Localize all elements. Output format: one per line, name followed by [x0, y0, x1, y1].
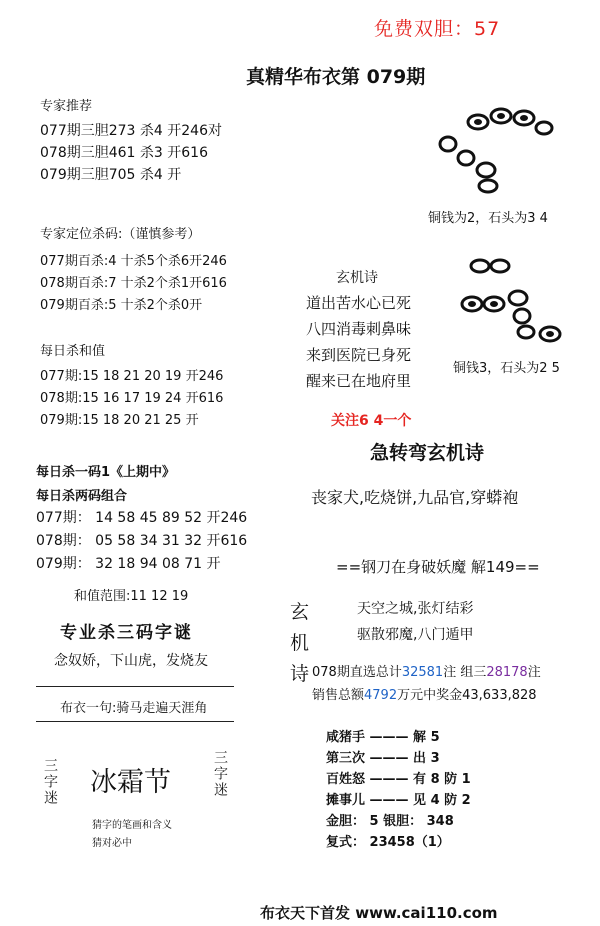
buyi-saying: 布衣一句:骑马走遍天涯角 — [60, 701, 208, 716]
sales-line1-suffix: 注 — [527, 665, 541, 680]
position-kill-title: 专家定位杀码:（谨慎参考） — [40, 227, 201, 242]
steel-knife-line: ==钢刀在身破妖魔 解149== — [336, 558, 540, 576]
daily-kill-title-2: 每日杀两码组合 — [36, 489, 128, 504]
sales-total-amount: 4792 — [364, 688, 398, 703]
mystic-poem-line-4: 醒来已在地府里 — [306, 372, 412, 390]
daily-kill-line-2: 078期： 05 58 34 31 32 开616 — [36, 533, 248, 549]
compound-line: 复式： 23458（1） — [326, 835, 450, 850]
daily-sum-line-2: 078期:15 16 17 19 24 开616 — [40, 391, 224, 406]
experts-title: 专家推荐 — [40, 99, 93, 114]
divider — [36, 686, 234, 687]
mystic-poem-title: 玄机诗 — [336, 270, 378, 286]
word-riddle-hint-2: 猜对必中 — [92, 838, 132, 849]
xuanji-side-3: 诗 — [290, 663, 310, 685]
coins-stones-drawing-2 — [452, 254, 570, 354]
sales-line-1 — [312, 661, 541, 680]
riddle-line-2: 第三次 ——— 出 3 — [326, 751, 440, 766]
golden-silver: 金胆： 5 银胆： 348 — [326, 814, 454, 829]
sharp-turn-title: 急转弯玄机诗 — [370, 442, 485, 464]
experts-line-2: 078期三胆461 杀3 开616 — [40, 145, 208, 161]
sharp-turn-line: 丧家犬,吃烧饼,九品官,穿蟒袍 — [311, 488, 519, 507]
daily-kill-line-1: 077期： 14 58 45 89 52 开246 — [36, 510, 248, 526]
experts-line-1: 077期三胆273 杀4 开246对 — [40, 123, 222, 139]
xuanji-side-2: 机 — [290, 632, 310, 654]
sales-line-2 — [312, 684, 537, 703]
xuanji-side-1: 玄 — [290, 601, 310, 623]
xuanji-line-1: 天空之城,张灯结彩 — [357, 601, 474, 617]
sales-direct-count: 32581 — [401, 665, 444, 680]
sales-line1-mid: 注 组三 — [443, 665, 487, 680]
word-riddle-hint-1: 猜字的笔画和含义 — [92, 820, 172, 831]
mystic-poem-line-1: 道出苦水心已死 — [306, 294, 412, 312]
pro-kill-title: 专业杀三码字谜 — [60, 623, 193, 643]
mystic-poem-line-2: 八四消毒刺鼻味 — [306, 320, 412, 338]
daily-kill-line-3: 079期： 32 18 94 08 71 开 — [36, 556, 221, 572]
footer-site: 布衣天下首发 www.cai110.com — [260, 904, 498, 922]
daily-sum-title: 每日杀和值 — [40, 344, 106, 359]
xuanji-line-2: 驱散邪魔,八门遁甲 — [357, 627, 474, 643]
word-riddle-side-right: 三字迷 — [212, 750, 228, 798]
free-pair-label: 免费双胆：57 — [374, 18, 501, 40]
daily-sum-line-1: 077期:15 18 21 20 19 开246 — [40, 369, 224, 384]
pro-kill-line: 念奴娇，下山虎，发烧友 — [54, 653, 208, 669]
coins-caption-1: 铜钱为2，石头为3 4 — [428, 211, 548, 226]
position-kill-line-2: 078期百杀:7 十杀2个杀1开616 — [40, 276, 227, 291]
page-title: 真精华布衣第 079期 — [246, 66, 426, 88]
focus-label: 关注6 4一个 — [331, 413, 412, 429]
mystic-poem-line-3: 来到医院已身死 — [306, 346, 412, 364]
word-riddle-big: 冰霜节 — [90, 767, 171, 798]
sales-line2-prefix: 销售总额 — [312, 688, 365, 703]
coins-caption-2: 铜钱3，石头为2 5 — [453, 361, 560, 376]
sales-line2-suffix: 万元中奖金43,633,828 — [397, 688, 537, 703]
sum-range: 和值范围:11 12 19 — [74, 589, 189, 604]
position-kill-line-3: 079期百杀:5 十杀2个杀0开 — [40, 298, 203, 313]
sales-group-count: 28178 — [486, 665, 528, 680]
riddle-line-1: 咸猪手 ——— 解 5 — [326, 730, 440, 745]
riddle-line-3: 百姓怒 ——— 有 8 防 1 — [326, 772, 471, 787]
word-riddle-side-left: 三字迷 — [42, 758, 58, 806]
position-kill-line-1: 077期百杀:4 十杀5个杀6开246 — [40, 254, 227, 269]
divider — [36, 721, 234, 722]
daily-sum-line-3: 079期:15 18 20 21 25 开 — [40, 413, 199, 428]
experts-line-3: 079期三胆705 杀4 开 — [40, 167, 182, 183]
riddle-line-4: 摊事儿 ——— 见 4 防 2 — [326, 793, 471, 808]
coins-stones-drawing-1 — [426, 100, 566, 210]
sales-line1-prefix: 078期直选总计 — [312, 665, 402, 680]
daily-kill-title-1: 每日杀一码1《上期中》 — [36, 465, 176, 480]
